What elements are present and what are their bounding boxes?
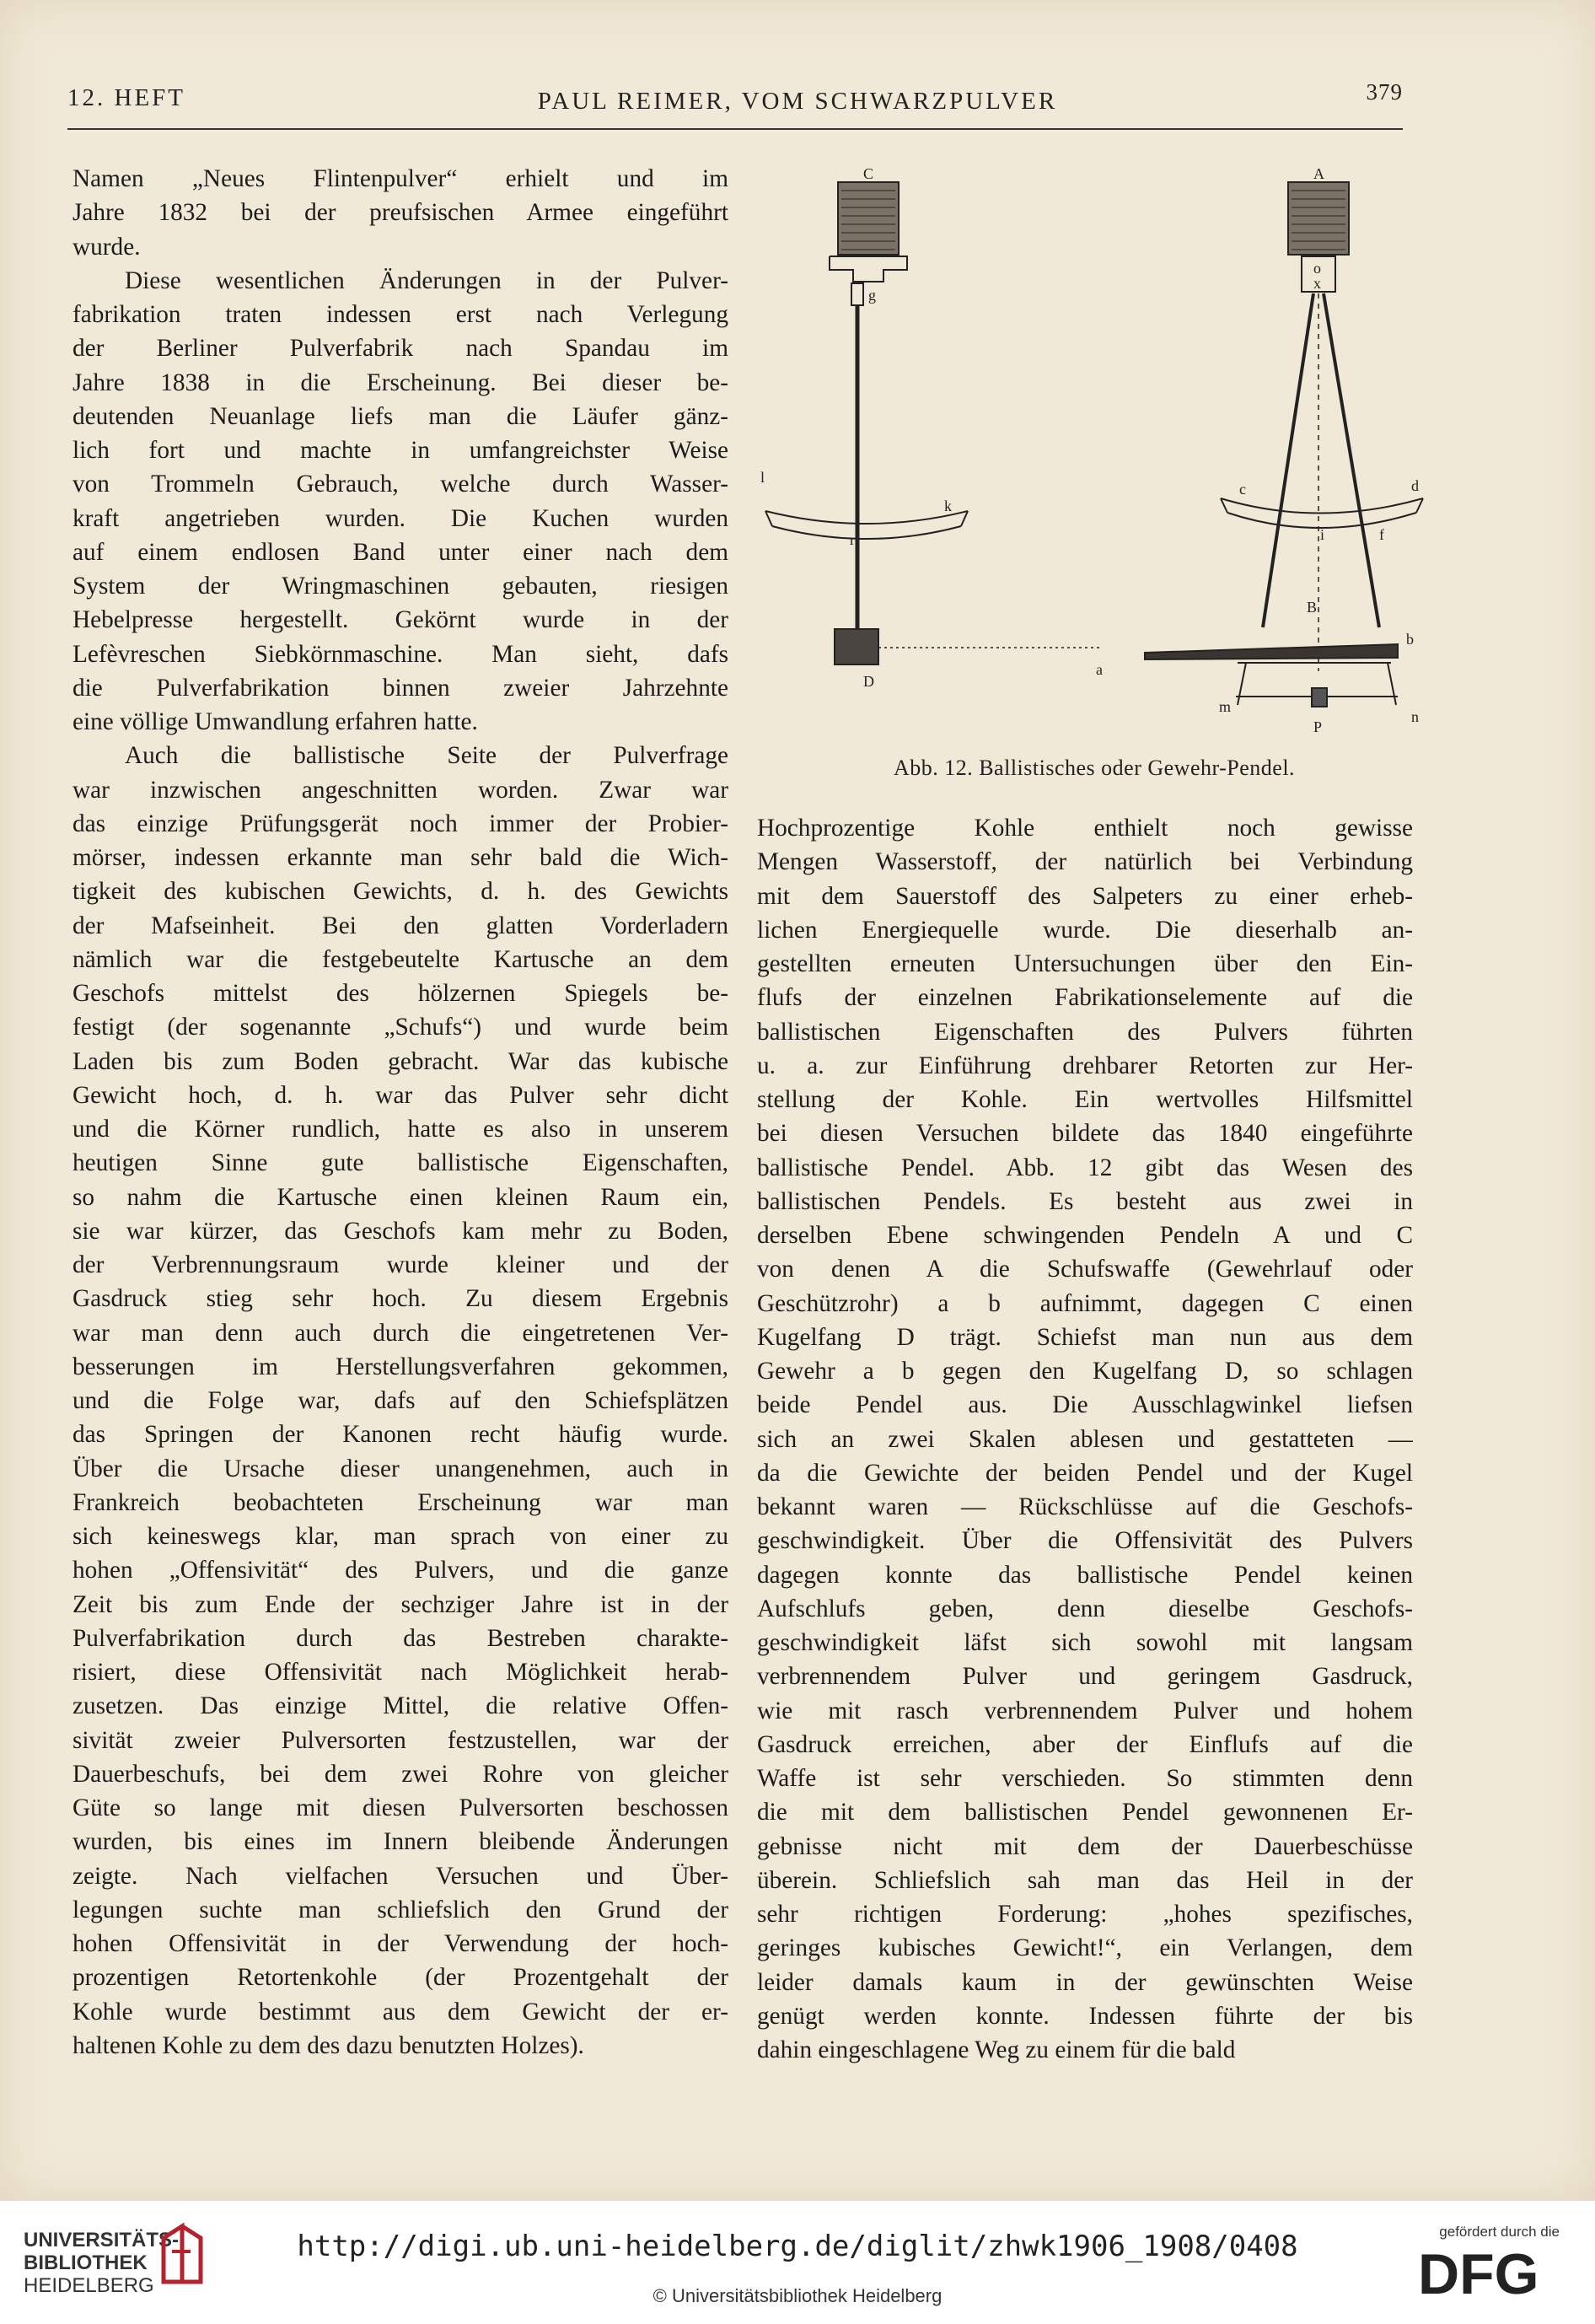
label-p: P [1313,718,1323,735]
text-line: eine völlige Umwandlung erfahren hatte. [72,708,478,735]
text-line: gebnisse nicht mit dem der Dauerbeschüsse [757,1832,1413,1860]
text-line: Jahre 1832 bei der preufsischen Armee eingeführt [72,199,728,227]
library-name-line2: BIBLIOTHEK [24,2251,148,2274]
text-line: und die Körner rundlich, hatte es also in unserem [72,1116,728,1143]
header-rule [67,128,1403,130]
text-line: Laden bis zum Boden gebracht. War das kubische [72,1047,728,1075]
text-line: Namen „Neues Flintenpulver“ erhielt und im [72,165,728,192]
text-line: Gasdruck erreichen, aber der Einflufs auf die [757,1730,1413,1758]
text-line: Gewicht hoch, d. h. war das Pulver sehr dicht [72,1081,728,1109]
ball-catcher-d [835,629,878,664]
label-c: C [863,165,874,182]
text-line: genügt werden konnte. Indessen führte der bis [757,2002,1413,2030]
funding-note: gefördert durch die [1439,2224,1560,2240]
text-line: gestellten erneuten Untersuchungen über den Ein- [757,950,1413,977]
text-line: Geschofs mittelst des hölzernen Spiegels be- [72,980,728,1007]
text-line: beide Pendel aus. Die Ausschlagwinkel liefsen [757,1391,1413,1419]
text-line: Waffe ist sehr verschieden. So stimmten denn [757,1765,1413,1792]
right-text-column [757,811,1413,2067]
text-line: sehr richtigen Forderung: „hohes spezifisches, [757,1901,1413,1928]
text-line: ballistische Pendel. Abb. 12 gibt das Wesen des [757,1154,1413,1181]
text-line: System der Wringmaschinen gebauten, riesigen [72,573,728,600]
text-line: hohen Offensivität in der Verwendung der hoch- [72,1930,728,1957]
text-line: geschwindigkeit. Über die Offensivität des Pulvers [757,1527,1413,1555]
pendulum-a-weight-p [1312,688,1327,707]
text-line: deutenden Neuanlage liefs man die Läufer gänz- [72,402,728,430]
text-line: war man denn auch durch die eingetretenen Ver- [72,1319,728,1347]
permalink-url[interactable]: http://digi.ub.uni-heidelberg.de/diglit/zhwk1906_1908/0408 [297,2230,1298,2263]
text-line: haltenen Kohle zu dem des dazu benutzten Holzes). [72,2031,584,2059]
text-line: Frankreich beobachteten Erscheinung war man [72,1488,728,1516]
pendulum-c-weight [838,182,899,255]
label-d: d [1411,477,1419,494]
text-line: die mit dem ballistischen Pendel gewonnenen Er- [757,1799,1413,1826]
text-line: hohen „Offensivität“ des Pulvers, und die ganze [72,1557,728,1584]
text-line: zusetzen. Das einzige Mittel, die relative Offen- [72,1692,728,1720]
pendulum-a-left-leg [1263,293,1313,627]
library-name-line3: HEIDELBERG [24,2274,154,2297]
figure-caption: Abb. 12. Ballistisches oder Gewehr-Pendel. [893,756,1296,780]
text-line: kraft angetrieben wurden. Die Kuchen wurden [72,504,728,532]
text-line: die Pulverfabrikation binnen zweier Jahrzehnte [72,674,728,702]
text-line: tigkeit des kubischen Gewichts, d. h. des Gewichts [72,878,728,906]
text-line: sich keineswegs klar, man sprach von einer zu [72,1523,728,1550]
dfg-logo-text: DFG [1418,2243,1539,2302]
running-title: PAUL REIMER, VOM SCHWARZPULVER [537,88,1058,115]
text-line: Über die Ursache dieser unangenehmen, auch in [72,1455,728,1482]
text-line: geringes kubisches Gewicht!“, ein Verlangen, dem [757,1934,1413,1962]
label-a-small: a [1096,661,1103,678]
text-line: Hochprozentige Kohle enthielt noch gewisse [757,815,1413,842]
text-line: lich fort und machte in umfangreichster Weise [72,437,728,464]
text-line: auf einem endlosen Band unter einer nach dem [72,538,728,566]
label-k: k [944,498,952,514]
label-c-small: c [1239,481,1246,498]
text-line: dagegen konnte das ballistische Pendel keinen [757,1561,1413,1589]
text-line: Dauerbeschufs, bei dem zwei Rohre von gleicher [72,1760,728,1788]
text-line: legungen suchte man schliefslich den Grund der [72,1896,728,1923]
text-line: von Trommeln Gebrauch, welche durch Wasser- [72,471,728,498]
label-m: m [1219,698,1232,715]
text-line: mit dem Sauerstoff des Salpeters zu einer erheb- [757,882,1413,910]
dfg-logo [1418,2243,1561,2302]
text-line: Jahre 1838 in die Erscheinung. Bei dieser be- [72,369,728,396]
text-line: wurde. [72,233,141,261]
label-o: o [1313,260,1321,277]
label-n: n [1411,708,1419,725]
text-line: Pulverfabrikation durch das Bestreben charakte- [72,1624,728,1652]
text-line: nämlich war die festgebeutelte Kartusche an dem [72,945,728,973]
text-line: das einzige Prüfungsgerät noch immer der Probier- [72,810,728,837]
text-line: bekannt waren — Rückschlüsse auf die Geschofs- [757,1493,1413,1520]
left-text-column [72,162,728,2063]
copyright-notice: © Universitätsbibliothek Heidelberg [652,2285,943,2306]
label-x: x [1313,275,1321,292]
text-line: zeigte. Nach vielfachen Versuchen und Über- [72,1862,728,1890]
text-line: da die Gewichte der beiden Pendel und der Kugel [757,1459,1413,1487]
text-line: Kohle wurde bestimmt aus dem Gewicht der er- [72,1998,728,2025]
text-line: bei diesen Versuchen bildete das 1840 eingeführte [757,1120,1413,1148]
text-line: Kugelfang D trägt. Schiefst man nun aus dem [757,1323,1413,1351]
label-b-upper: B [1307,599,1318,616]
library-name-line1: UNIVERSITÄTS- [24,2229,180,2251]
label-r: r [850,531,855,548]
text-line: sie war kürzer, das Geschofs kam mehr zu Boden, [72,1217,728,1245]
text-line: so nahm die Kartusche einen kleinen Raum ein, [72,1183,728,1211]
text-line: sivität zweier Pulversorten festzustellen, war der [72,1726,728,1754]
text-line: Hebelpresse hergestellt. Gekörnt wurde in der [72,606,728,634]
text-line: wie mit rasch verbrennendem Pulver und hohem [757,1697,1413,1724]
text-line: besserungen im Herstellungsverfahren gekommen, [72,1353,728,1380]
text-line: fabrikation traten indessen erst nach Verlegung [72,301,728,328]
text-line: ballistischen Eigenschaften des Pulvers führten [757,1018,1413,1046]
text-line: heutigen Sinne gute ballistische Eigenschaften, [72,1149,728,1177]
text-line: prozentigen Retortenkohle (der Prozentgehalt der [72,1964,728,1992]
pendulum-c-hinge [851,283,863,305]
pendulum-c-scale-inner [772,526,961,539]
text-line: überein. Schliefslich sah man das Heil in der [757,1866,1413,1894]
text-line: der Mafseinheit. Bei den glatten Vorderladern [72,912,728,939]
text-line: Auch die ballistische Seite der Pulverfrage [125,742,728,770]
gun-barrel-ab [1145,644,1398,659]
page-number: 379 [1366,79,1403,105]
pendulum-a-left-foot [1238,663,1246,705]
text-line: dahin eingeschlagene Weg zu einem für die bald [757,2036,1236,2063]
text-line: von denen A die Schufswaffe (Gewehrlauf oder [757,1256,1413,1283]
text-line: Güte so lange mit diesen Pulversorten beschossen [72,1794,728,1821]
text-line: wurden, bis eines im Innern bleibende Änderungen [72,1828,728,1856]
pendulum-a-scale-outer [1221,498,1423,514]
text-line: sich an zwei Skalen ablesen und gestatteten — [757,1425,1413,1453]
label-d-upper: D [863,673,874,690]
pendulum-a-right-leg [1324,293,1379,627]
text-line: u. a. zur Einführung drehbarer Retorten zur Her- [757,1052,1413,1079]
text-line: das Springen der Kanonen recht häufig wurde. [72,1421,728,1449]
label-a: A [1313,165,1324,182]
pendulum-c-scale-outer [765,511,968,524]
text-line: verbrennendem Pulver und geringem Gasdruck, [757,1663,1413,1691]
text-line: der Verbrennungsraum wurde kleiner und der [72,1251,728,1278]
text-line: Aufschlufs geben, denn dieselbe Geschofs- [757,1595,1413,1622]
label-l: l [760,469,765,486]
issue-label: 12. HEFT [67,84,185,111]
text-line: leider damals kaum in der gewünschten Weise [757,1968,1413,1996]
pendulum-a-weight [1288,182,1349,255]
text-line: stellung der Kohle. Ein wertvolles Hilfsmittel [757,1086,1413,1113]
label-b: b [1406,631,1414,648]
text-line: Mengen Wasserstoff, der natürlich bei Verbindung [757,848,1413,876]
text-line: Zeit bis zum Ende der sechziger Jahre ist in der [72,1590,728,1618]
text-line: derselben Ebene schwingenden Pendeln A und C [757,1222,1413,1249]
text-line: geschwindigkeit läfst sich sowohl mit langsam [757,1629,1413,1656]
label-f: f [1379,526,1384,543]
text-line: und die Folge war, dafs auf den Schiefsplätzen [72,1387,728,1414]
text-line: war inzwischen angeschnitten worden. Zwar war [72,776,728,804]
text-line: risiert, diese Offensivität nach Möglichkeit herab- [72,1659,728,1686]
pendulum-a-right-foot [1388,663,1396,705]
pendulum-c-bracket [830,256,907,282]
text-line: ballistischen Pendels. Es besteht aus zwei in [757,1187,1413,1215]
text-line: Lefèvreschen Siebkörnmaschine. Man sieht, dafs [72,640,728,668]
text-line: lichen Energiequelle wurde. Die dieserhalb an- [757,916,1413,944]
ballistic-pendulum-figure [757,165,1431,739]
label-i: i [1320,526,1325,543]
text-line: Diese wesentlichen Änderungen in der Pulver- [125,266,728,294]
text-line: festigt (der sogenannte „Schufs“) und wurde beim [72,1014,728,1041]
text-line: mörser, indessen erkannte man sehr bald die Wich- [72,844,728,871]
text-line: Gasdruck stieg sehr hoch. Zu diesem Ergebnis [72,1285,728,1313]
text-line: der Berliner Pulverfabrik nach Spandau im [72,335,728,363]
text-line: Gewehr a b gegen den Kugelfang D, so schlagen [757,1358,1413,1385]
label-g: g [868,287,876,304]
text-line: flufs der einzelnen Fabrikationselemente auf die [757,984,1413,1012]
text-line: Geschützrohr) a b aufnimmt, dagegen C einen [757,1289,1413,1317]
